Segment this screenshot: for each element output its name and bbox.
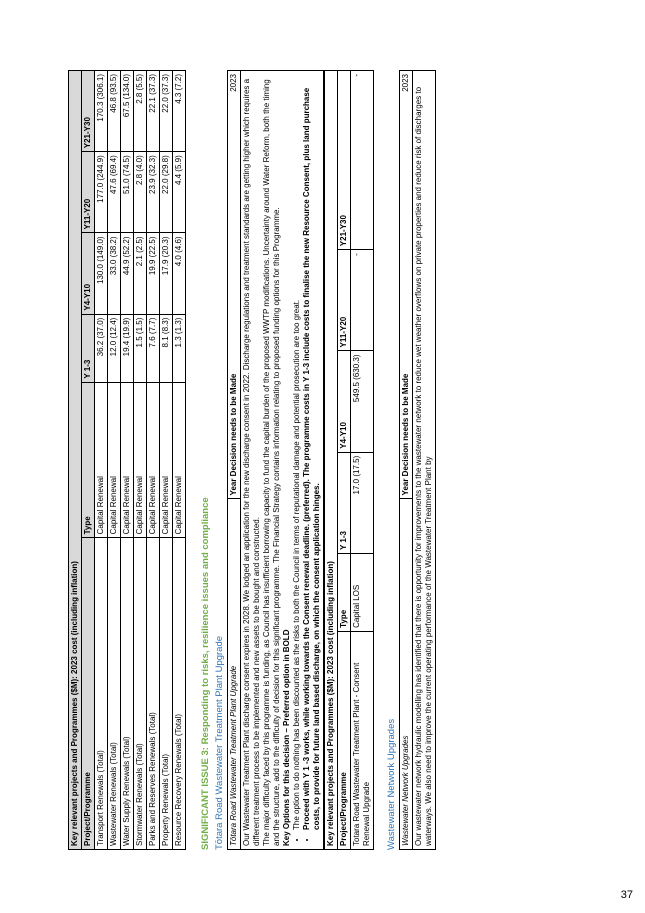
section-subheading: Tōtara Road Wastewater Treatment Plant Upgrade [213,635,225,850]
table-cell: 4.4 (5.9) [173,152,186,233]
header-cell: Y21-Y30 [337,71,350,250]
table-row [121,71,134,850]
table-row [134,71,147,850]
table-cell: 170.3 (306.1) [95,71,108,152]
header-cell: Y21-Y30 [82,71,95,152]
table-title: Key relevant projects and Programmes ($M): 2023 cost (including inflation) [69,71,82,850]
table-cell: 7.6 (7.7) [147,314,160,382]
table-cell: 177.0 (244.9) [95,152,108,233]
decision-table [227,70,241,850]
option-item-preferred: • Proceed with Y 1 -3 works, while working towards the Consent renewal deadline. (preferred). The programme costs in Y 1-3 include costs to finalise the new Resource Consent, plus land purchase costs, to provide for future land based discharge, on which the consent application hinges. [302,74,322,830]
decision-item-name: Wastewater Network Upgrades [399,499,412,850]
table-row [95,71,108,850]
table-cell: 67.5 (134.0) [121,71,134,152]
options-list [292,74,322,846]
table-header-row [82,71,95,850]
table-cell: 33.0 (38.2) [108,233,121,314]
table-row [350,71,373,850]
header-cell: Y11-Y20 [337,250,350,351]
table-cell: 22.0 (29.8) [160,152,173,233]
table-cell: Capital LOS [350,554,373,632]
table-cell: 8.1 (8.3) [160,314,173,382]
table-cell: 549.5 (630.3) [350,351,373,452]
paragraph: The major difficulty faced by this programme is funding, as Council has insufficient borrowing capacity to fund the capital burden of the proposed WWTP modifications. Uncertainty around Water Reform, both the timing and the structure, add to the difficulty of decision for this significant programme. The Financial Strategy contains information relating to proposed funding options for this Programme. [261,79,281,846]
table-cell: 17.9 (20.3) [160,233,173,314]
table-cell: Capital Renewal [95,382,108,538]
header-cell: Project/Programme [82,538,95,850]
table-cell: - [350,71,373,250]
table-cell: 2.1 (2.5) [134,233,147,314]
table-cell: - [350,250,373,351]
table-cell: 46.8 (93.5) [108,71,121,152]
decision-item-name: Tōtara Road Wastewater Treatment Plant Upgrade [227,499,240,850]
header-cell: Y 1-3 [337,452,350,553]
header-cell: Project/Programme [337,631,350,849]
table-cell: Wastewater Renewals (Total) [108,538,121,850]
paragraph: Our Wastewater Treatment Plant discharge consent expires in 2028. We lodged an application for the new discharge consent in 2022. Discharge regulations and treatment standards are getting higher which requires a different treatment process to be implemented and new assets to be bought and constructed. [241,78,261,846]
page-number: 37 [620,889,633,901]
table-row [160,71,173,850]
table-cell: Water Supply Renewals (Total) [121,538,134,850]
table-cell: Capital Renewal [121,382,134,538]
table-cell: 36.2 (37.0) [95,314,108,382]
table-cell: 44.9 (52.2) [121,233,134,314]
table-cell: 17.0 (17.5) [350,452,373,553]
table-cell: 130.0 (149.0) [95,233,108,314]
table-cell: 51.0 (74.5) [121,152,134,233]
table-cell: Capital Renewal [108,382,121,538]
header-cell: Y 1-3 [82,314,95,382]
table-cell: 1.5 (1.5) [134,314,147,382]
table-cell: 4.3 (7.2) [173,71,186,152]
table-title: Key relevant projects and Programmes ($M): 2023 cost (including inflation) [324,71,337,850]
header-cell: Y4-Y10 [82,233,95,314]
decision-table [399,70,413,850]
options-heading: Key Options for this decision – Preferred option in BOLD [281,629,291,846]
table-cell: 4.0 (4.6) [173,233,186,314]
table-cell: Capital Renewal [160,382,173,538]
table-cell: Stormwater Renewals (Total) [134,538,147,850]
renewals-table [68,70,186,850]
option-item: • The option to do nothing has been discounted as the risks to both the Council in terms of reputational damage and potential prosecution are too great. [292,74,302,830]
header-cell: Y11-Y20 [82,152,95,233]
decision-label: Year Decision needs to be Made [399,139,412,499]
document-body [68,70,588,850]
section-subheading: Wastewater Network Upgrades [385,718,397,850]
table-cell: Capital Renewal [147,382,160,538]
table-cell: Capital Renewal [173,382,186,538]
table-cell: 47.6 (69.4) [108,152,121,233]
table-row [173,71,186,850]
table-cell: 22.1 (37.3) [147,71,160,152]
table-cell: 2.8 (4.0) [134,152,147,233]
table-cell: 19.4 (19.9) [121,314,134,382]
table-cell: Transport Renewals (Total) [95,538,108,850]
issue-body [241,70,324,850]
table-cell: Property Renewals (Total) [160,538,173,850]
table-cell: Capital Renewal [134,382,147,538]
table-row [108,71,121,850]
table-cell: Totara Road Wastewater Treatment Plant - Consent Renewal Upgrade [350,631,373,849]
table-cell: 22.0 (37.3) [160,71,173,152]
decision-label: Year Decision needs to be Made [227,139,240,499]
decision-year: 2023 [227,71,240,139]
table-cell: 2.8 (5.5) [134,71,147,152]
decision-year: 2023 [399,71,412,139]
network-body: Our wastewater network hydraulic modelling has identified that there is opportunity for improvements to the wastewater network to reduce wet weather overflows on private properties and reduce risk of discharges to waterways. We also need to improve the current operating performance of the Wastewater Treatment Plant by [413,70,436,850]
table-header-row [337,71,350,850]
table-cell: 19.9 (22.5) [147,233,160,314]
table-cell: 1.3 (1.3) [173,314,186,382]
table-cell: Parks and Reserves Renewals (Total) [147,538,160,850]
table-cell: 12.0 (12.4) [108,314,121,382]
header-cell: Y4-Y10 [337,351,350,452]
issue-heading: SIGNIFICANT ISSUE 3: Responding to risks, resilience issues and compliance [200,497,211,850]
header-cell: Type [82,382,95,538]
wwtp-costs-table [324,70,374,850]
table-cell: 23.9 (32.3) [147,152,160,233]
header-cell: Type [337,554,350,632]
table-cell: Resource Recovery Renewals (Total) [173,538,186,850]
table-row [147,71,160,850]
